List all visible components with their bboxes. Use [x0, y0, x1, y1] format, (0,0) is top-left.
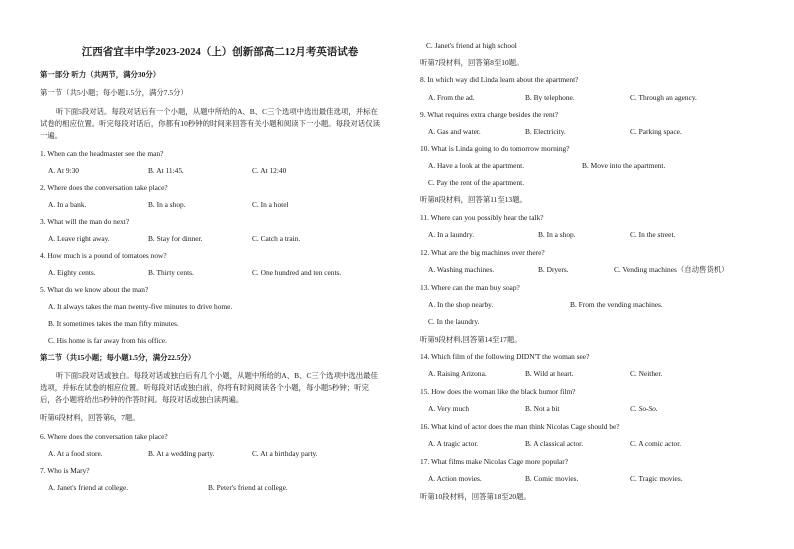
question-11: 11. Where can you possibly hear the talk? — [420, 213, 544, 222]
option-11c: C. In the street. — [630, 230, 676, 239]
option-17a: A. Action movies. — [428, 474, 482, 483]
question-10: 10. What is Linda going to do tomorrow morning? — [420, 144, 570, 153]
question-17: 17. What films make Nicolas Cage more popular? — [420, 457, 569, 466]
option-2c: C. In a hotel — [252, 200, 289, 209]
option-2a: A. In a bank. — [48, 200, 87, 209]
material-6-note: 听第6段材料，回答第6，7题。 — [40, 413, 140, 422]
question-14: 14. Which film of the following DIDN'T the woman see? — [420, 352, 590, 361]
option-5b: B. It sometimes takes the man fifty minutes. — [48, 319, 179, 328]
section-one-heading: 第一节（共5小题；每小题1.5分，满分7.5分） — [40, 88, 188, 97]
option-1c: C. At 12:40 — [252, 166, 287, 175]
option-3c: C. Catch a train. — [252, 234, 301, 243]
option-9b: B. Electricity. — [525, 127, 566, 136]
option-12c: C. Vending machines（自动售货机） — [614, 265, 729, 274]
section-two-heading: 第二节（共15小题；每小题1.5分，满分22.5分） — [40, 353, 196, 362]
option-3b: B. Stay for dinner. — [148, 234, 203, 243]
question-4: 4. How much is a pound of tomatoes now? — [40, 251, 167, 260]
option-17b: B. Comic movies. — [525, 474, 579, 483]
option-1a: A. At 9:30 — [48, 166, 80, 175]
option-12b: B. Dryers. — [538, 265, 569, 274]
option-2b: B. In a shop. — [148, 200, 186, 209]
option-7a: A. Janet's friend at college. — [48, 483, 129, 492]
option-4b: B. Thirty cents. — [148, 268, 194, 277]
option-14b: B. Wild at heart. — [525, 369, 574, 378]
option-1b: B. At 11:45. — [148, 166, 184, 175]
option-14a: A. Raising Arizona. — [428, 369, 487, 378]
option-11a: A. In a laundry. — [428, 230, 475, 239]
option-15b: B. Not a bit — [525, 404, 560, 413]
material-7-note: 听第7段材料，回答第8至10题。 — [420, 58, 524, 67]
question-12: 12. What are the big machines over there? — [420, 248, 545, 257]
option-6b: B. At a wedding party. — [148, 449, 215, 458]
question-5: 5. What do we know about the man? — [40, 285, 149, 294]
option-3a: A. Leave right away. — [48, 234, 110, 243]
option-4c: C. One hundred and ten cents. — [252, 268, 342, 277]
part-one-heading: 第一部分 听力（共两节，满分30分） — [40, 70, 161, 79]
question-9: 9. What requires extra charge besides the rent? — [420, 110, 559, 119]
option-10a: A. Have a look at the apartment. — [428, 161, 525, 170]
option-13b: B. From the vending machines. — [570, 300, 663, 309]
option-14c: C. Neither. — [630, 369, 663, 378]
option-8c: C. Through an agency. — [630, 93, 697, 102]
question-2: 2. Where does the conversation take place? — [40, 183, 168, 192]
option-13a: A. In the shop nearby. — [428, 300, 494, 309]
question-3: 3. What will the man do next? — [40, 217, 130, 226]
option-12a: A. Washing machines. — [428, 265, 495, 274]
option-4a: A. Eighty cents. — [48, 268, 96, 277]
material-10-note: 听第10段材料，回答第18至20题。 — [420, 492, 531, 501]
option-6a: A. At a food store. — [48, 449, 103, 458]
question-8: 8. In which way did Linda learn about the apartment? — [420, 75, 579, 84]
option-11b: B. In a shop. — [538, 230, 576, 239]
option-10b: B. Move into the apartment. — [582, 161, 666, 170]
option-5a: A. It always takes the man twenty-five minutes to drive home. — [48, 302, 233, 311]
question-1: 1. When can the headmaster see the man? — [40, 149, 164, 158]
section-one-instructions: 听下面5段对话。每段对话后有一个小题，从题中所给的A、B、C三个选项中选出最佳选项，并标在试卷的相应位置。听完每段对话后，你都有10秒钟的时间来回答有关小题和阅读下一小题。每段对话仅读一遍。 — [40, 107, 380, 140]
option-15c: C. So-So. — [630, 404, 658, 413]
material-8-note: 听第8段材料，回答第11至13题。 — [420, 195, 527, 204]
question-16: 16. What kind of actor does the man think Nicolas Cage should be? — [420, 422, 620, 431]
option-9a: A. Gas and water. — [428, 127, 481, 136]
question-15: 15. How does the woman like the black humor film? — [420, 387, 576, 396]
option-8a: A. From the ad. — [428, 93, 475, 102]
option-15a: A. Very much — [428, 404, 470, 413]
option-5c: C. His home is far away from his office. — [48, 336, 167, 345]
option-16b: B. A classical actor. — [525, 439, 584, 448]
option-7c: C. Janet's friend at high school — [426, 41, 517, 50]
option-10c: C. Pay the rent of the apartment. — [428, 178, 525, 187]
option-16a: A. A tragic actor. — [428, 439, 479, 448]
option-16c: C. A comic actor. — [630, 439, 682, 448]
section-two-instructions: 听下面5段对话或独白。每段对话或独白后有几个小题，从题中所给的A、B、C三个选项中选出最佳选项，并标在试卷的相应位置。听每段对话或独白前，你将有时间阅读各个小题，每小题5秒钟；听完后，各小题将给出5秒钟的作答时间。每段对话或独白读两遍。 — [40, 371, 378, 404]
option-8b: B. By telephone. — [525, 93, 575, 102]
material-9-note: 听第9段材料,回答第14至17题。 — [420, 335, 522, 344]
option-9c: C. Parking space. — [630, 127, 682, 136]
question-13: 13. Where can the man buy soap? — [420, 283, 520, 292]
question-6: 6. Where does the conversation take place? — [40, 432, 168, 441]
option-7b: B. Peter's friend at college. — [208, 483, 288, 492]
question-7: 7. Who is Mary? — [40, 466, 90, 475]
exam-title: 江西省宜丰中学2023-2024（上）创新部高二12月考英语试卷 — [81, 47, 359, 58]
option-17c: C. Tragic movies. — [630, 474, 683, 483]
option-6c: C. At a birthday party. — [252, 449, 318, 458]
option-13c: C. In the laundry. — [428, 317, 480, 326]
